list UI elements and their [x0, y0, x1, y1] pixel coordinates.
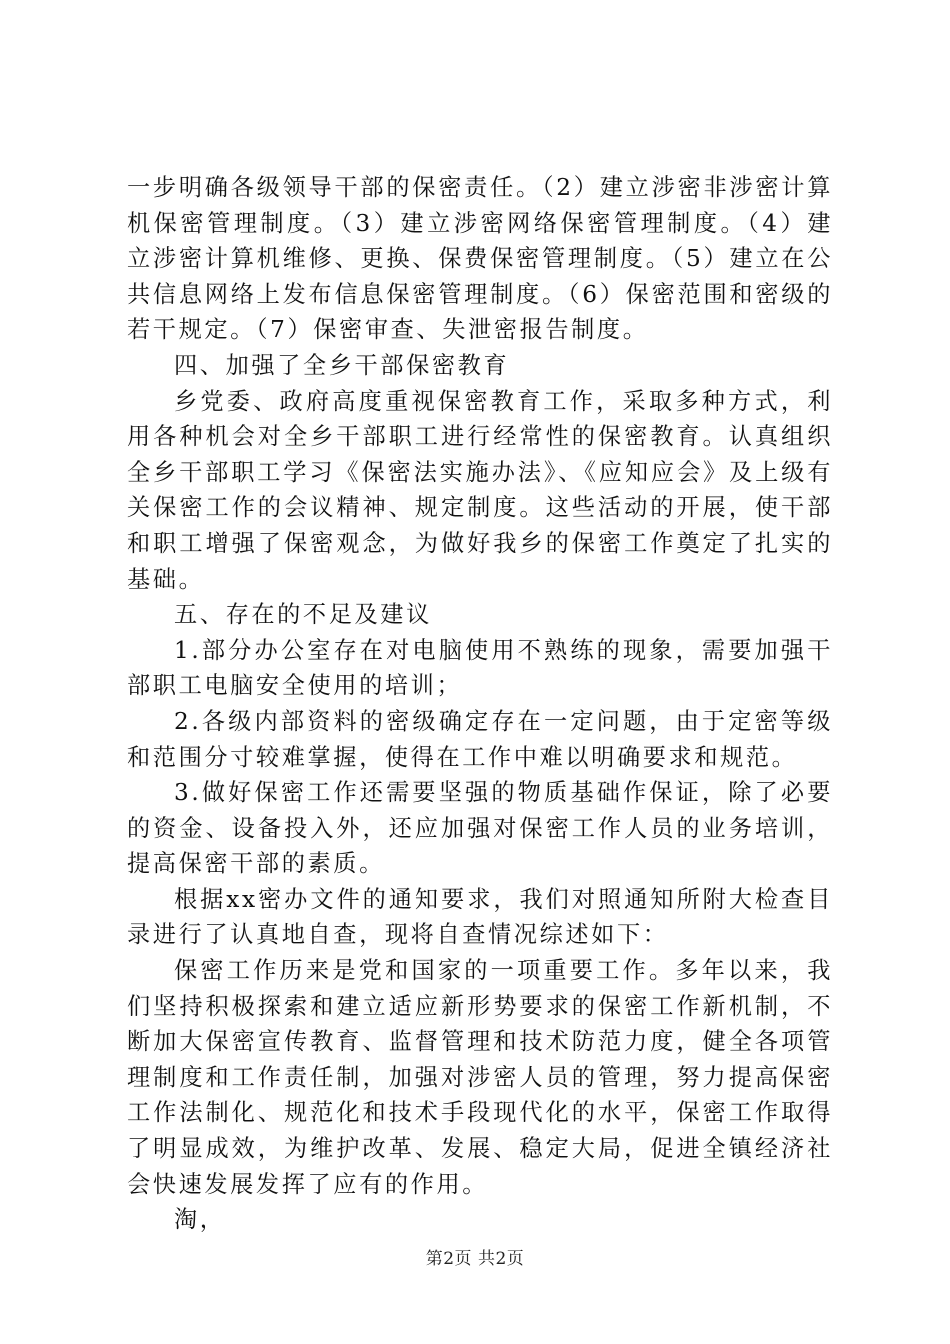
paragraph-education: 乡党委、政府高度重视保密教育工作，采取多种方式，利用各种机会对全乡干部职工进行经常性的保密教育。认真组织全乡干部职工学习《保密法实施办法》、《应知应会》及上级有关保密工作的会议精神、规定制度。这些活动的开展，使干部和职工增强了保密观念，为做好我乡的保密工作奠定了扎实的基础。: [127, 387, 833, 593]
section-heading-education: 四、加强了全乡干部保密教育: [174, 351, 510, 379]
paragraph-self-check-intro: 根据xx密办文件的通知要求，我们对照通知所附大检查目录进行了认真地自查，现将自查情况综述如下：: [127, 885, 833, 949]
page-footer: 第2页 共2页: [425, 1249, 525, 1269]
list-item-2: 2.各级内部资料的密级确定存在一定问题，由于定密等级和范围分寸较难掌握，使得在工作中难以明确要求和规范。: [127, 707, 833, 771]
list-item-1: 1.部分办公室存在对电脑使用不熟练的现象，需要加强干部职工电脑安全使用的培训；: [127, 636, 833, 700]
document-body: [127, 170, 833, 1238]
paragraph-overview: 保密工作历来是党和国家的一项重要工作。多年以来，我们坚持积极探索和建立适应新形势要求的保密工作新机制，不断加大保密宣传教育、监督管理和技术防范力度，健全各项管理制度和工作责任制，加强对涉密人员的管理，努力提高保密工作法制化、规范化和技术手段现代化的水平，保密工作取得了明显成效，为维护改革、发展、稳定大局，促进全镇经济社会快速发展发挥了应有的作用。: [127, 957, 833, 1198]
paragraph-security-rules: 一步明确各级领导干部的保密责任。（2）建立涉密非涉密计算机保密管理制度。（3）建立涉密网络保密管理制度。（4）建立涉密计算机维修、更换、保费保密管理制度。（5）建立在公共信息网络上发布信息保密管理制度。（6）保密范围和密级的若干规定。（7）保密审查、失泄密报告制度。: [127, 174, 833, 344]
paragraph-fragment: 淘，: [174, 1206, 226, 1234]
section-heading-shortcomings: 五、存在的不足及建议: [174, 601, 432, 629]
list-item-3: 3.做好保密工作还需要坚强的物质基础作保证，除了必要的资金、设备投入外，还应加强对保密工作人员的业务培训，提高保密干部的素质。: [127, 779, 833, 878]
